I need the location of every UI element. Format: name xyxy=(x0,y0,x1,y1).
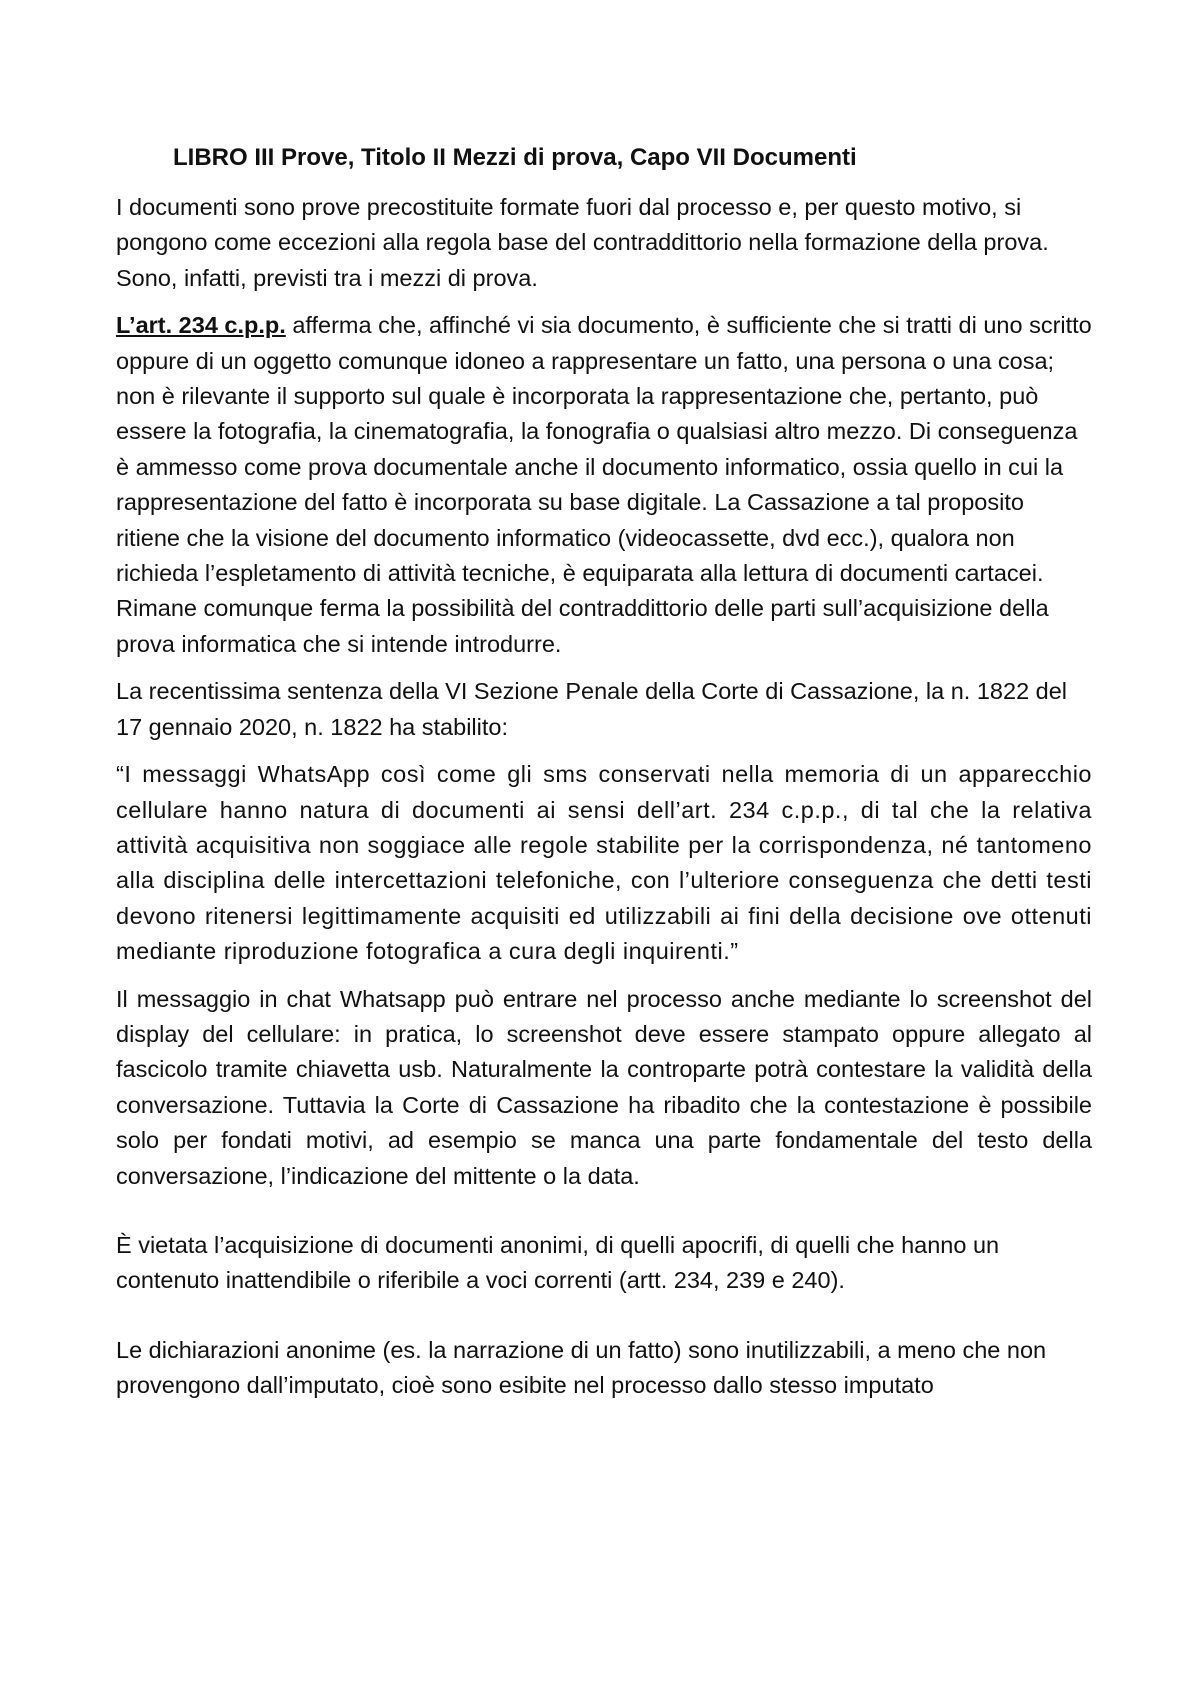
paragraph-art-234-text: afferma che, affinché vi sia documento, è sufficiente che si tratti di uno scritto oppure di un oggetto comunque idoneo a rappresentare un fatto, una persona o una cosa; non è rilevante il supporto sul quale è incorporata la rappresentazione che, pertanto, può essere la fotografia, la cinematografia, la fonografia o qualsiasi altro mezzo. Di conseguenza è ammesso come prova documentale anche il documento informatico, ossia quello in cui la rappresentazione del fatto è incorporata su base digitale. La Cassazione a tal proposito ritiene che la visione del documento informatico (videocassette, dvd ecc.), qualora non richieda l’espletamento di attività tecniche, è equiparata alla lettura di documenti cartacei. Rimane comunque ferma la possibilità del contraddittorio delle parti sull’acquisizione della prova informatica che si intende introdurre. xyxy=(116,312,1092,657)
paragraph-intro: I documenti sono prove precostituite formate fuori dal processo e, per questo motivo, si pongono come eccezioni alla regola base del contraddittorio nella formazione della prova. Sono, infatti, previsti tra i mezzi di prova. xyxy=(116,194,1049,291)
document-title: LIBRO III Prove, Titolo II Mezzi di prova, Capo VII Documenti xyxy=(173,144,857,171)
paragraph-art-234 xyxy=(116,308,1092,662)
quote-sentenza: “I messaggi WhatsApp così come gli sms conservati nella memoria di un apparecchio cellulare hanno natura di documenti ai sensi dell’art. 234 c.p.p., di tal che la relativa attività acquisitiva non soggiace alle regole stabilite per la corrispondenza, né tantomeno alla disciplina delle intercettazioni telefoniche, con l’ulteriore conseguenza che detti testi devono ritenersi legittimamente acquisiti ed utilizzabili ai fini della decisione ove ottenuti mediante riproduzione fotografica a cura degli inquirenti.” xyxy=(116,761,1092,965)
paragraph-whatsapp: Il messaggio in chat Whatsapp può entrare nel processo anche mediante lo screenshot del display del cellulare: in pratica, lo screenshot deve essere stampato oppure allegato al fascicolo tramite chiavetta usb. Naturalmente la controparte potrà contestare la validità della conversazione. Tuttavia la Corte di Cassazione ha ribadito che la contestazione è possibile solo per fondati motivi, ad esempio se manca una parte fondamentale del testo della conversazione, l’indicazione del mittente o la data. xyxy=(116,985,1092,1189)
document-page xyxy=(116,140,1092,1416)
paragraph-vietata: È vietata l’acquisizione di documenti anonimi, di quelli apocrifi, di quelli che hanno un contenuto inattendibile o riferibile a voci correnti (artt. 234, 239 e 240). xyxy=(116,1231,1000,1294)
article-reference: L’art. 234 c.p.p. xyxy=(116,312,286,339)
paragraph-sentenza: La recentissima sentenza della VI Sezione Penale della Corte di Cassazione, la n. 1822 del 17 gennaio 2020, n. 1822 ha stabilito: xyxy=(116,678,1068,740)
paragraph-dichiarazioni: Le dichiarazioni anonime (es. la narrazione di un fatto) sono inutilizzabili, a meno che non provengono dall’imputato, cioè sono esibite nel processo dallo stesso imputato xyxy=(116,1336,1047,1399)
